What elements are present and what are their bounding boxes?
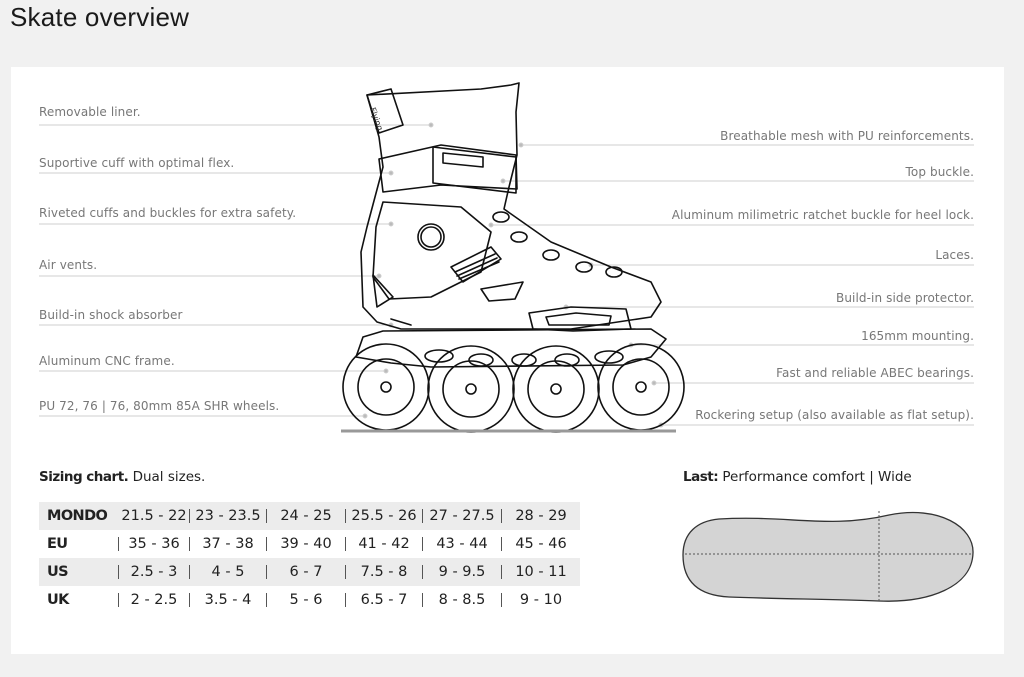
sizing-cell: 45 - 46 — [515, 536, 567, 552]
sizing-row-label: EU — [47, 536, 68, 552]
sizing-cell: 43 - 44 — [436, 536, 488, 552]
callout-wheels: PU 72, 76 | 76, 80mm 85A SHR wheels. — [39, 399, 280, 413]
sizing-chart-title-bold: Sizing chart. — [39, 469, 129, 485]
sizing-cell: 27 - 27.5 — [429, 508, 495, 524]
callout-shock-absorber: Build-in shock absorber — [39, 308, 183, 322]
sizing-cell: 28 - 29 — [515, 508, 567, 524]
callout-mounting: 165mm mounting. — [861, 329, 974, 343]
callout-riveted-cuffs: Riveted cuffs and buckles for extra safety. — [39, 206, 297, 220]
footbed-last-shape — [679, 507, 979, 612]
sizing-cell: 35 - 36 — [128, 536, 180, 552]
callout-ratchet-buckle: Aluminum milimetric ratchet buckle for heel lock. — [671, 208, 974, 222]
last-title-rest: Performance comfort | Wide — [718, 469, 912, 485]
sizing-cell: 23 - 23.5 — [195, 508, 261, 524]
sizing-row-eu — [39, 530, 580, 558]
callout-air-vents: Air vents. — [39, 258, 98, 272]
sizing-row-uk — [39, 586, 580, 614]
sizing-cell: 24 - 25 — [280, 508, 332, 524]
sizing-cell: 9 - 10 — [519, 592, 563, 608]
callout-bearings: Fast and reliable ABEC bearings. — [776, 366, 974, 380]
sizing-cell: 2.5 - 3 — [130, 564, 178, 580]
sizing-row-label: MONDO — [47, 508, 108, 524]
callout-rockering: Rockering setup (also available as flat setup). — [695, 408, 974, 422]
sizing-cell: 21.5 - 22 — [121, 508, 187, 524]
sizing-cell: 4 - 5 — [211, 564, 245, 580]
sizing-row-mondo — [39, 502, 580, 530]
page-title: Skate overview — [10, 2, 190, 32]
sizing-cell: 37 - 38 — [202, 536, 254, 552]
sizing-cell: 8 - 8.5 — [438, 592, 486, 608]
last-title-bold: Last: — [683, 469, 719, 485]
sizing-row-us — [39, 558, 580, 586]
sizing-cell: 39 - 40 — [280, 536, 332, 552]
overview-card — [11, 67, 1004, 654]
sizing-cell: 9 - 9.5 — [438, 564, 486, 580]
sizing-cell: 5 - 6 — [289, 592, 323, 608]
sizing-chart-title-rest: Dual sizes. — [128, 469, 206, 485]
sizing-cell: 2 - 2.5 — [130, 592, 178, 608]
sizing-cell: 3.5 - 4 — [204, 592, 252, 608]
callout-breathable-mesh: Breathable mesh with PU reinforcements. — [720, 129, 974, 143]
sizing-table — [39, 502, 580, 614]
sizing-row-label: UK — [47, 592, 69, 608]
last-title — [683, 469, 912, 485]
sizing-cell: 10 - 11 — [515, 564, 567, 580]
callout-cnc-frame: Aluminum CNC frame. — [39, 354, 175, 368]
sizing-cell: 41 - 42 — [358, 536, 410, 552]
sizing-cell: 7.5 - 8 — [360, 564, 408, 580]
sizing-cell: 6 - 7 — [289, 564, 323, 580]
callout-laces: Laces. — [935, 248, 974, 262]
skate-brand-mark: Flying — [367, 106, 385, 132]
sizing-cell: 25.5 - 26 — [351, 508, 417, 524]
callout-side-protector: Build-in side protector. — [835, 291, 974, 305]
sizing-chart-title — [39, 469, 205, 485]
sizing-row-label: US — [47, 564, 69, 580]
callout-removable-liner: Removable liner. — [39, 105, 141, 119]
sizing-cell: 6.5 - 7 — [360, 592, 408, 608]
callout-top-buckle: Top buckle. — [905, 165, 974, 179]
callout-supportive-cuff: Suportive cuff with optimal flex. — [39, 156, 235, 170]
